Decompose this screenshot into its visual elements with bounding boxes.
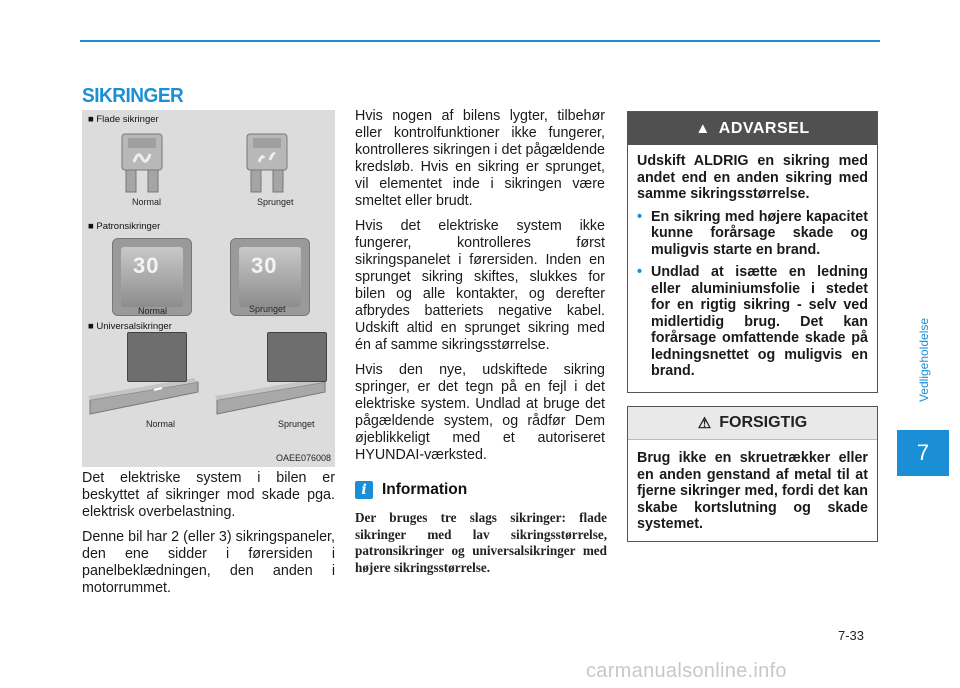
instructions-paragraph-3: Hvis den nye, udskiftede sikring springer, er det tegn på en fejl i det elektriske system. Undlad at bruge det pågældende system, og rådfør Dem øjeblikkeligt med et autoriseret HYUNDAI-værksted. bbox=[355, 362, 605, 463]
intro-paragraph-1: Det elektriske system i bilen er beskyttet af sikringer mod skade pga. elektrisk overbelastning. bbox=[82, 470, 335, 520]
warning-list-item: • Undlad at isætte en ledning eller aluminiumsfolie i stedet for en rigtig sikring - selv ved midlertidig brug. Det kan forårsage omfattende skade på ledningsnettet og muligvis en brand. bbox=[637, 264, 868, 379]
warning-triangle-icon: ▲ bbox=[695, 120, 711, 137]
warning-title: ADVARSEL bbox=[718, 119, 810, 137]
caution-header bbox=[628, 407, 877, 440]
intro-text bbox=[82, 470, 335, 605]
warning-intro: Udskift ALDRIG en sikring med andet end en anden sikring med samme sikringsstørrelse. bbox=[637, 153, 868, 202]
caption-cartridge-blown: Sprunget bbox=[249, 304, 286, 314]
bullet-icon: • bbox=[637, 208, 643, 225]
cartridge-window bbox=[239, 247, 301, 307]
flat-fuse-normal-illustration bbox=[120, 132, 164, 194]
caption-universal-normal: Normal bbox=[146, 419, 176, 429]
information-box bbox=[355, 478, 607, 576]
chapter-side-label bbox=[902, 290, 946, 430]
section-title: SIKRINGER bbox=[82, 85, 184, 107]
flat-fuse-blown-illustration bbox=[245, 132, 289, 194]
warning-box bbox=[627, 111, 878, 393]
cartridge-rating: 30 bbox=[133, 253, 160, 278]
cartridge-window bbox=[121, 247, 183, 307]
caution-body: Brug ikke en skruetrækker eller en anden genstand af metal til at fjerne sikringer med, fordi det kan skabe kortslutning og skade systemet. bbox=[637, 450, 868, 532]
caution-box bbox=[627, 406, 878, 542]
universal-normal-callout bbox=[127, 332, 187, 382]
label-flat-fuses: ■ Flade sikringer bbox=[88, 114, 159, 125]
information-body: Der bruges tre slags sikringer: flade sikringer med lav sikringsstørrelse, patronsikringer og universalsikringer med højere sikringsstørrelse. bbox=[355, 510, 607, 575]
intro-paragraph-2: Denne bil har 2 (eller 3) sikringspaneler, den ene sidder i førersiden i panelbeklædningen, den anden i motorrummet. bbox=[82, 529, 335, 596]
fuse-figure bbox=[82, 110, 335, 467]
top-rule bbox=[80, 40, 880, 42]
watermark: carmanualsonline.info bbox=[586, 660, 787, 682]
caution-title: FORSIGTIG bbox=[719, 414, 808, 431]
information-title: Information bbox=[382, 481, 468, 498]
warning-header bbox=[628, 112, 877, 145]
caution-triangle-icon: ⚠ bbox=[697, 415, 712, 432]
universal-blown-callout bbox=[267, 332, 327, 382]
instructions-text bbox=[355, 108, 605, 472]
cartridge-fuse-normal-illustration bbox=[112, 238, 192, 316]
figure-code: OAEE076008 bbox=[275, 453, 331, 463]
warning-list bbox=[637, 209, 868, 380]
bullet-icon: • bbox=[637, 264, 643, 280]
caption-cartridge-normal: Normal bbox=[138, 306, 168, 316]
cartridge-rating: 30 bbox=[251, 253, 278, 278]
caption-flat-normal: Normal bbox=[132, 197, 162, 207]
page-number: 7-33 bbox=[838, 628, 865, 643]
instructions-paragraph-2: Hvis det elektriske system ikke fungerer, kontrolleres først sikringspanelet i førersiden. Inden en sprunget sikring skiftes, slukkes for bilen og alle kontakter, og derefter afbrydes batteriets negative kabel. Udskift altid en sprunget sikring med én af samme sikringsstørrelse. bbox=[355, 218, 605, 353]
caption-flat-blown: Sprunget bbox=[257, 197, 294, 207]
info-icon: i bbox=[355, 481, 373, 499]
caption-universal-blown: Sprunget bbox=[278, 419, 315, 429]
label-cartridge-fuses: ■ Patronsikringer bbox=[88, 221, 161, 232]
information-header bbox=[355, 478, 607, 502]
label-universal-fuses: ■ Universalsikringer bbox=[88, 321, 172, 332]
warning-list-item: • En sikring med højere kapacitet kunne forårsage skade og muligvis starte en brand. bbox=[637, 208, 868, 258]
chapter-name: Vedligeholdelse bbox=[917, 317, 932, 403]
instructions-paragraph-1: Hvis nogen af bilens lygter, tilbehør eller kontrolfunktioner ikke fungerer, kontrolleres sikringen i det pågældende kredsløb. Hvis en sikring er sprunget, vil elementet inde i sikringen være smeltet eller brudt. bbox=[355, 108, 605, 209]
chapter-tab: 7 bbox=[897, 430, 949, 476]
warning-body bbox=[628, 145, 877, 380]
